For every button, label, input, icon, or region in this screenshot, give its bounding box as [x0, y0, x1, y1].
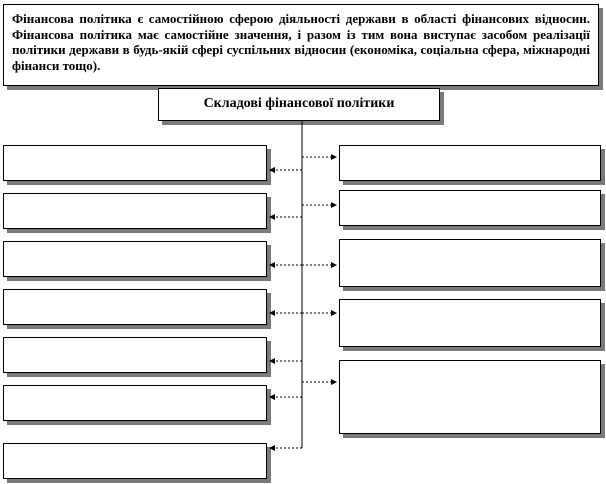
diagram-title: Складові фінансової політики [203, 96, 395, 111]
intro-text: Фінансова політика є самостійною сферою діяльності держави в області фінансових відносин. Фінансова політика має самостійне значення, і разом із тим вона виступає засобом реалізації політики держави в будь-якій сфері суспільних відносин (економіка, соціальна сфера, міжнародні фінанси тощо). [12, 11, 590, 73]
